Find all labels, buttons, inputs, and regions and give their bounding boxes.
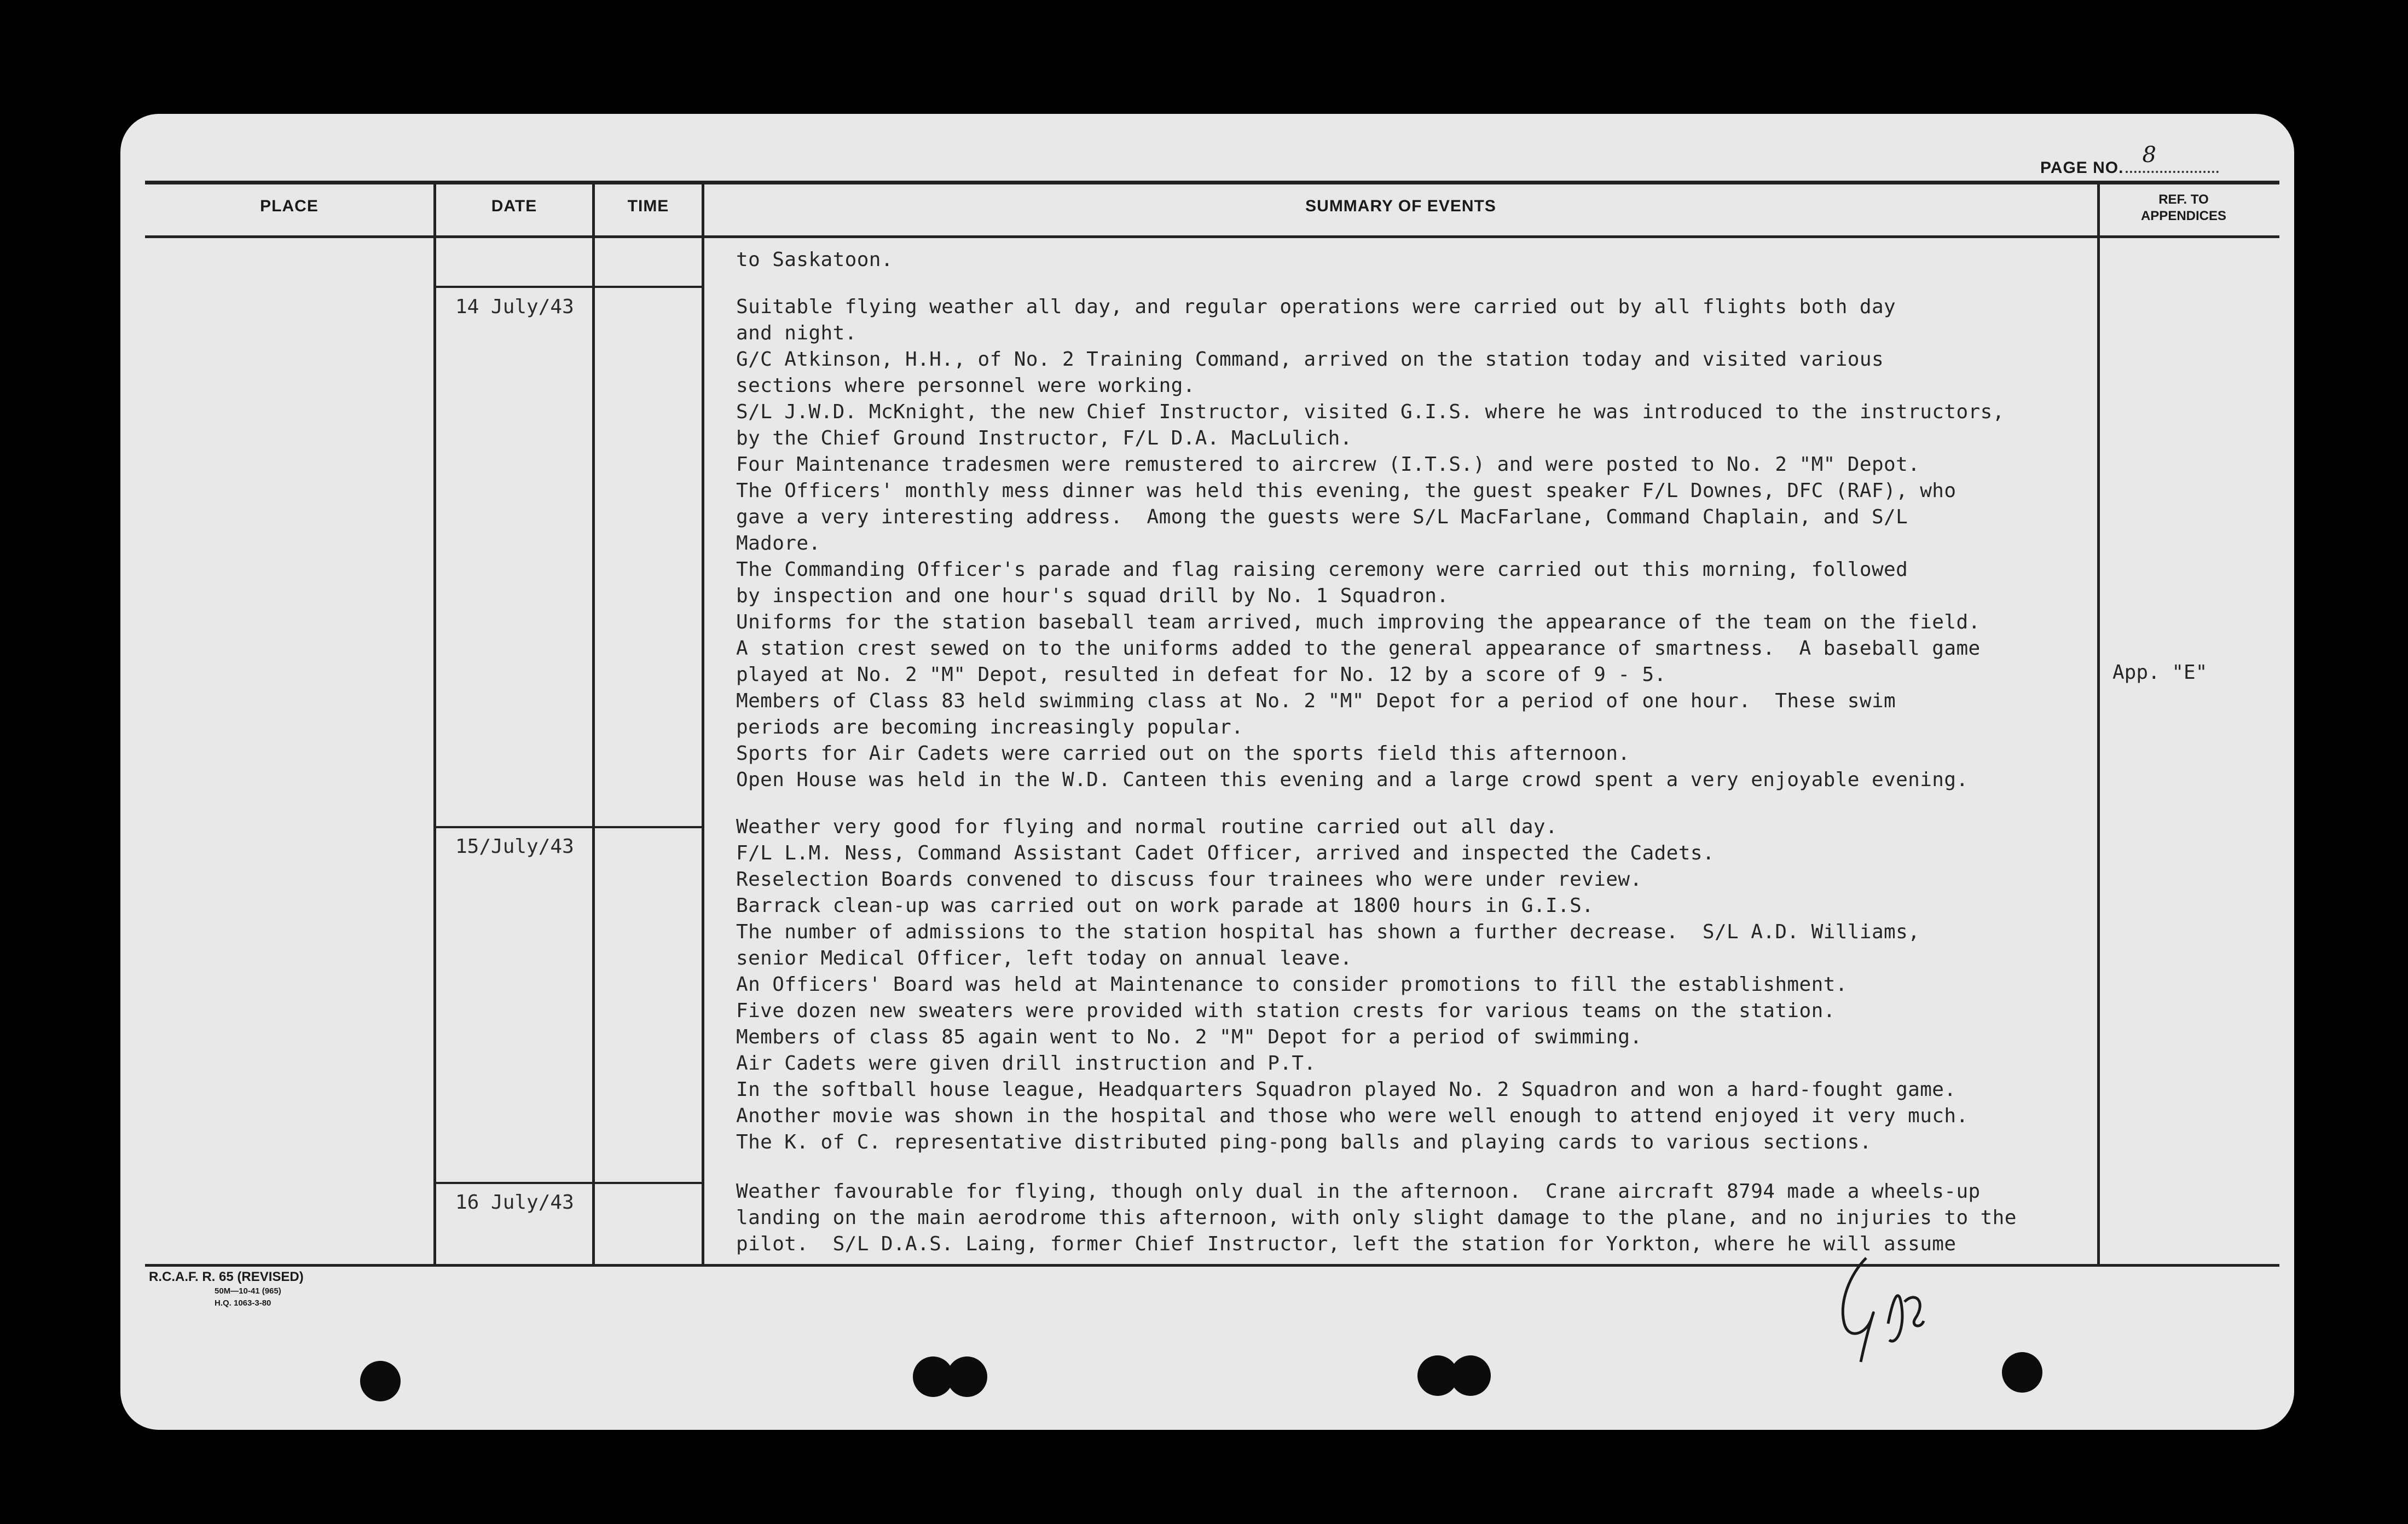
summary-line: sections where personnel were working. [736,374,1195,397]
table-bottom-rule [145,1264,2279,1267]
form-number-line1: R.C.A.F. R. 65 (REVISED) [149,1269,304,1284]
handwritten-initials [1828,1252,1959,1373]
summary-line: F/L L.M. Ness, Command Assistant Cadet Officer, arrived and inspected the Cadets. [736,842,1715,864]
appendix-reference: App. "E" [2112,661,2208,684]
page-number-label: PAGE NO. [2040,159,2124,177]
summary-line: A station crest sewed on to the uniforms added to the general appearance of smartness. A baseball game [736,637,1981,660]
summary-line: Sports for Air Cadets were carried out on the sports field this afternoon. [736,742,1630,765]
summary-line: played at No. 2 "M" Depot, resulted in defeat for No. 12 by a score of 9 - 5. [736,663,1666,686]
column-header-appendices [2102,192,2266,224]
page-number [2040,142,2219,177]
summary-line: pilot. S/L D.A.S. Laing, former Chief Instructor, left the station for Yorkton, where he will assume [736,1233,1956,1255]
summary-line: to Saskatoon. [736,249,893,271]
entry-date: 15/July/43 [455,835,574,858]
row-divider-1 [436,286,592,288]
row-divider-1b [595,286,702,288]
summary-line: Members of class 85 again went to No. 2 "M" Depot for a period of swimming. [736,1026,1642,1048]
summary-line: An Officers' Board was held at Maintenance to consider promotions to fill the establishment. [736,973,1848,996]
column-header-time: TIME [627,197,669,215]
summary-line: Members of Class 83 held swimming class at No. 2 "M" Depot for a period of one hour. These swim [736,690,1896,712]
ref-header-line1: REF. TO [2158,192,2209,207]
summary-line: by inspection and one hour's squad drill by No. 1 Squadron. [736,585,1449,607]
summary-line: by the Chief Ground Instructor, F/L D.A. MacLulich. [736,427,1352,449]
entry-date: 14 July/43 [455,296,574,318]
ref-header-line2: APPENDICES [2140,209,2227,223]
summary-line: periods are becoming increasingly popular. [736,716,1244,738]
summary-line: Open House was held in the W.D. Canteen this evening and a large crowd spent a very enjoyable evening. [736,769,1969,791]
row-divider-2b [595,826,702,828]
summary-line: The number of admissions to the station hospital has shown a further decrease. S/L A.D. Williams, [736,921,1920,943]
summary-line: gave a very interesting address. Among the guests were S/L MacFarlane, Command Chaplain, and S/L [736,506,1908,528]
summary-line: S/L J.W.D. McKnight, the new Chief Instructor, visited G.I.S. where he was introduced to the instructors, [736,401,2005,423]
punch-hole [360,1361,401,1401]
summary-line: Reselection Boards convened to discuss four trainees who were under review. [736,868,1642,891]
form-number [149,1269,304,1309]
col-divider-place [433,181,436,1265]
col-divider-summary [2097,181,2100,1265]
column-header-summary: SUMMARY OF EVENTS [1305,197,1496,215]
summary-line: landing on the main aerodrome this afternoon, with only slight damage to the plane, and no injuries to the [736,1206,2017,1229]
column-header-place: PLACE [260,197,319,215]
summary-line: In the softball house league, Headquarters Squadron played No. 2 Squadron and won a hard-fought game. [736,1078,1956,1101]
punch-hole [1450,1355,1491,1396]
summary-line: Air Cadets were given drill instruction and P.T. [736,1052,1316,1075]
punch-hole [947,1356,987,1397]
row-divider-3 [436,1182,592,1184]
summary-line: The Officers' monthly mess dinner was held this evening, the guest speaker F/L Downes, DFC (RAF), who [736,480,1956,502]
summary-line: Suitable flying weather all day, and regular operations were carried out by all flights both day [736,296,1896,318]
summary-line: The K. of C. representative distributed ping-pong balls and playing cards to various sections. [736,1131,1872,1153]
summary-line: G/C Atkinson, H.H., of No. 2 Training Command, arrived on the station today and visited various [736,348,1884,371]
punch-hole [2002,1352,2042,1393]
page-number-value: 8 [2142,142,2157,168]
form-number-line3: H.Q. 1063-3-80 [215,1298,271,1308]
summary-line: Weather very good for flying and normal routine carried out all day. [736,816,1558,838]
summary-line: Madore. [736,532,821,555]
col-divider-time [702,181,704,1265]
form-number-line2: 50M—10-41 (965) [215,1286,281,1296]
entry-date: 16 July/43 [455,1191,574,1214]
summary-line: Barrack clean-up was carried out on work parade at 1800 hours in G.I.S. [736,894,1594,917]
summary-line: The Commanding Officer's parade and flag raising ceremony were carried out this morning, followed [736,558,1908,581]
col-divider-date [592,181,595,1265]
summary-line: Four Maintenance tradesmen were remustered to aircrew (I.T.S.) and were posted to No. 2 "M" Depot. [736,453,1920,476]
column-header-date: DATE [491,197,537,215]
summary-line: Another movie was shown in the hospital and those who were well enough to attend enjoyed it very much. [736,1105,1969,1127]
row-divider-3b [595,1182,702,1184]
summary-line: Weather favourable for flying, though only dual in the afternoon. Crane aircraft 8794 made a wheels-up [736,1180,1981,1203]
summary-line: Five dozen new sweaters were provided with station crests for various teams on the station. [736,1000,1836,1022]
summary-line: senior Medical Officer, left today on annual leave. [736,947,1352,969]
summary-line: Uniforms for the station baseball team arrived, much improving the appearance of the team on the field. [736,611,1981,633]
record-card [120,114,2294,1430]
header-top-rule [145,181,2279,184]
summary-line: and night. [736,322,857,344]
row-divider-2 [436,826,592,828]
page-number-field [2126,142,2219,173]
header-bottom-rule [145,235,2279,238]
